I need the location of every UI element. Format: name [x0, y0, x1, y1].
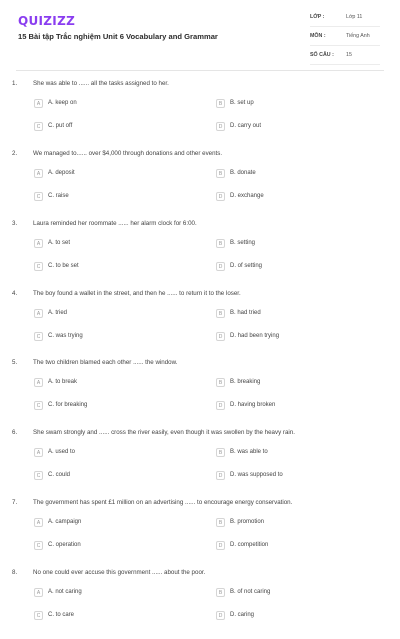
- question-text: No one could ever accuse this government ...... about the poor.: [33, 569, 206, 576]
- question-5: [0, 359, 400, 429]
- option-letter-box: D: [216, 401, 225, 410]
- option-letter-box: C: [34, 611, 43, 620]
- question-text: Laura reminded her roommate ...... her alarm clock for 6:00.: [33, 220, 197, 227]
- option-text: C. to care: [48, 612, 75, 618]
- option-text: D. having broken: [230, 402, 276, 408]
- option-letter-box: A: [34, 448, 43, 457]
- option-text: B. had tried: [230, 310, 261, 316]
- quizizz-logo: QUIZIZZ: [18, 14, 76, 28]
- option-text: D. exchange: [230, 193, 264, 199]
- option-text: C. was trying: [48, 333, 83, 339]
- option-text: D. caring: [230, 612, 255, 618]
- option-letter-box: A: [34, 309, 43, 318]
- option-text: B. of not caring: [230, 589, 271, 595]
- option-letter-box: C: [34, 401, 43, 410]
- meta-row-class: [310, 12, 380, 27]
- meta-row-subject: [310, 31, 380, 46]
- option-text: C. to be set: [48, 263, 79, 269]
- option-letter-box: D: [216, 541, 225, 550]
- question-text: The government has spent £1 million on an advertising ...... to encourage energy conservation.: [33, 499, 293, 506]
- option-text: D. competition: [230, 542, 269, 548]
- question-number: 2.: [12, 150, 18, 157]
- option-letter-box: B: [216, 309, 225, 318]
- option-letter-box: A: [34, 99, 43, 108]
- question-8: [0, 569, 400, 639]
- option-letter-box: C: [34, 122, 43, 131]
- option-letter-box: C: [34, 332, 43, 341]
- question-3: [0, 220, 400, 290]
- option-letter-box: C: [34, 192, 43, 201]
- question-6: [0, 429, 400, 499]
- option-text: B. was able to: [230, 449, 268, 455]
- option-letter-box: B: [216, 588, 225, 597]
- meta-value: 15: [346, 52, 352, 58]
- meta-value: Tiếng Anh: [346, 33, 370, 39]
- option-letter-box: C: [34, 541, 43, 550]
- question-text: We managed to...... over $4,000 through donations and other events.: [33, 150, 223, 157]
- option-text: B. setting: [230, 240, 256, 246]
- option-letter-box: A: [34, 518, 43, 527]
- option-text: B. set up: [230, 100, 254, 106]
- option-text: C. raise: [48, 193, 69, 199]
- option-letter-box: D: [216, 611, 225, 620]
- question-text: She was able to ...... all the tasks assigned to her.: [33, 80, 169, 87]
- question-number: 4.: [12, 290, 18, 297]
- question-2: [0, 150, 400, 220]
- option-letter-box: B: [216, 378, 225, 387]
- option-text: A. not caring: [48, 589, 82, 595]
- question-text: The two children blamed each other ...... the window.: [33, 359, 178, 366]
- option-letter-box: D: [216, 262, 225, 271]
- option-letter-box: B: [216, 169, 225, 178]
- meta-label: SỐ CÂU :: [310, 52, 334, 58]
- meta-row-question-count: [310, 50, 380, 65]
- option-text: A. deposit: [48, 170, 75, 176]
- option-letter-box: C: [34, 262, 43, 271]
- option-letter-box: D: [216, 471, 225, 480]
- worksheet-title: 15 Bài tập Trắc nghiệm Unit 6 Vocabulary and Grammar: [18, 32, 218, 41]
- question-1: [0, 80, 400, 150]
- option-text: A. to break: [48, 379, 78, 385]
- option-letter-box: B: [216, 448, 225, 457]
- option-letter-box: C: [34, 471, 43, 480]
- question-number: 1.: [12, 80, 18, 87]
- worksheet-header: [16, 10, 384, 71]
- option-letter-box: A: [34, 239, 43, 248]
- option-letter-box: A: [34, 378, 43, 387]
- option-text: A. tried: [48, 310, 68, 316]
- option-text: D. was supposed to: [230, 472, 283, 478]
- question-number: 7.: [12, 499, 18, 506]
- option-text: D. carry out: [230, 123, 262, 129]
- question-number: 6.: [12, 429, 18, 436]
- option-text: A. keep on: [48, 100, 77, 106]
- option-text: B. breaking: [230, 379, 261, 385]
- option-text: A. to set: [48, 240, 71, 246]
- option-letter-box: B: [216, 239, 225, 248]
- question-4: [0, 290, 400, 360]
- option-letter-box: D: [216, 122, 225, 131]
- meta-value: Lớp 11: [346, 14, 363, 20]
- option-text: C. for breaking: [48, 402, 88, 408]
- option-text: B. donate: [230, 170, 256, 176]
- question-text: The boy found a wallet in the street, and then he ...... to return it to the loser.: [33, 290, 241, 297]
- option-text: C. could: [48, 472, 71, 478]
- option-letter-box: B: [216, 99, 225, 108]
- option-letter-box: B: [216, 518, 225, 527]
- option-letter-box: D: [216, 332, 225, 341]
- meta-label: LỚP :: [310, 14, 325, 20]
- question-number: 5.: [12, 359, 18, 366]
- option-letter-box: D: [216, 192, 225, 201]
- option-text: D. of setting: [230, 263, 263, 269]
- meta-panel: [310, 12, 380, 69]
- question-number: 8.: [12, 569, 18, 576]
- option-text: B. promotion: [230, 519, 265, 525]
- option-text: C. put off: [48, 123, 73, 129]
- question-text: She swam strongly and ...... cross the river easily, even though it was swollen by the heavy rain.: [33, 429, 295, 436]
- option-text: C. operation: [48, 542, 81, 548]
- question-7: [0, 499, 400, 569]
- meta-label: MÔN :: [310, 33, 326, 39]
- question-number: 3.: [12, 220, 18, 227]
- option-text: D. had been trying: [230, 333, 280, 339]
- option-text: A. used to: [48, 449, 76, 455]
- option-text: A. campaign: [48, 519, 82, 525]
- option-letter-box: A: [34, 169, 43, 178]
- option-letter-box: A: [34, 588, 43, 597]
